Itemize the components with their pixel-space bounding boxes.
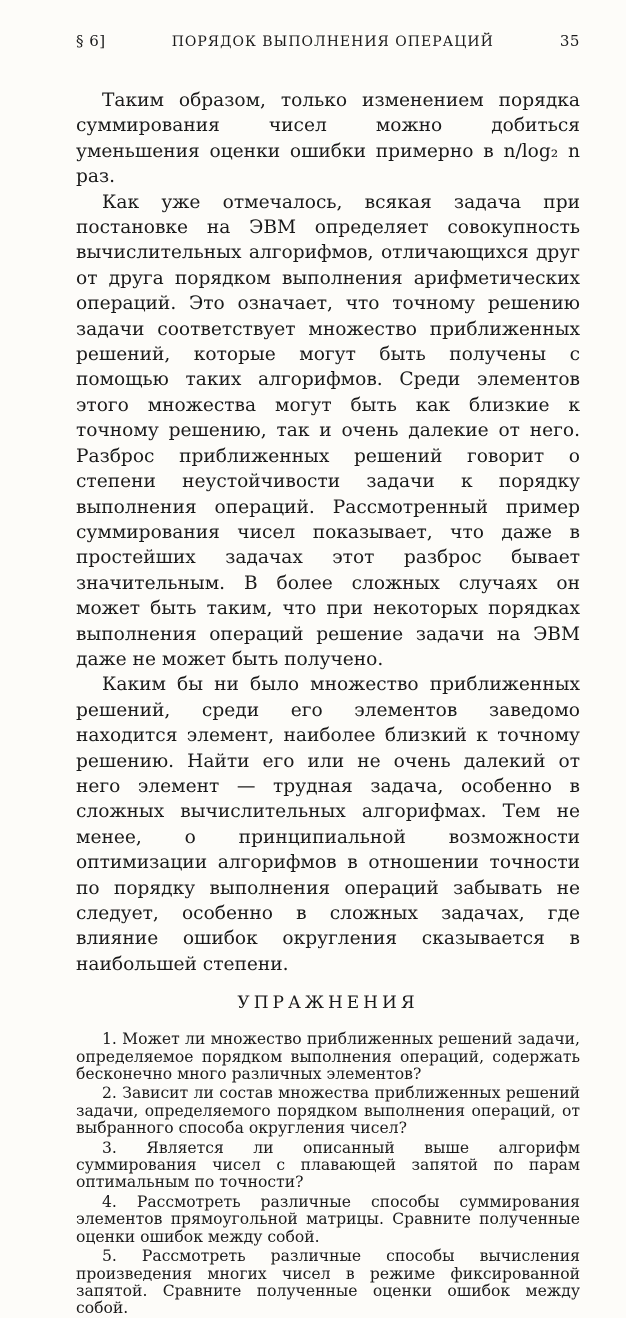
- running-title: ПОРЯДОК ВЫПОЛНЕНИЯ ОПЕРАЦИЙ: [171, 34, 494, 50]
- paragraph-1: Таким образом, только изменением порядка суммирования чисел можно добиться уменьшения оценки ошибки примерно в n/log₂ n раз.: [76, 90, 580, 188]
- exercise-1: 1. Может ли множество приближенных решений задачи, определяемое порядком выполнения операций, содержать бесконечно много различных элементов?: [76, 1030, 580, 1084]
- section-marker: § 6]: [76, 32, 106, 50]
- paragraph-3: Каким бы ни было множество приближенных решений, среди его элементов заведомо находится элемент, наиболее близкий к точному решению. Найти его или не очень далекий от него элемент — трудная задача, особенно в сложных вычислительных алгорифмах. Тем не менее, о принципиальной возможности оптимизации алгорифмов в отношении точности по порядку выполнения операций забывать не следует, особенно в сложных задачах, где влияние ошибок округления сказывается в наибольшей степени.: [76, 674, 580, 975]
- paragraph-2: Как уже отмечалось, всякая задача при постановке на ЭВМ определяет совокупность вычислительных алгорифмов, отличающихся друг от друга порядком выполнения арифметических операций. Это означает, что точному решению задачи соответствует множество приближенных решений, которые могут быть получены с помощью таких алгорифмов. Среди элементов этого множества могут быть как близкие к точному решению, так и очень далекие от него. Разброс приближенных решений говорит о степени неустойчивости задачи к порядку выполнения операций. Рассмотренный пример суммирования чисел показывает, что даже в простейших задачах этот разброс бывает значительным. В более сложных случаях он может быть таким, что при некоторых порядках выполнения операций решение задачи на ЭВМ даже не может быть получено.: [76, 191, 580, 670]
- exercise-3: 3. Является ли описанный выше алгорифм суммирования чисел с плавающей запятой по парам оптимальным по точности?: [76, 1138, 580, 1192]
- exercise-2: 2. Зависит ли состав множества приближенных решений задачи, определяемого порядком выполнения операций, от выбранного способа округления чисел?: [76, 1084, 580, 1138]
- exercises-heading: УПРАЖНЕНИЯ: [237, 993, 419, 1014]
- main-text: [76, 88, 580, 977]
- page-number: 35: [559, 32, 580, 50]
- exercises-list: [76, 1031, 580, 1318]
- exercise-4: 4. Рассмотреть различные способы суммирования элементов прямоугольной матрицы. Сравните полученные оценки ошибок между собой.: [76, 1192, 580, 1246]
- exercise-5: 5. Рассмотреть различные способы вычисления произведения многих чисел в режиме фиксированной запятой. Сравните полученные оценки ошибок между собой.: [76, 1247, 580, 1318]
- running-head: [76, 32, 580, 62]
